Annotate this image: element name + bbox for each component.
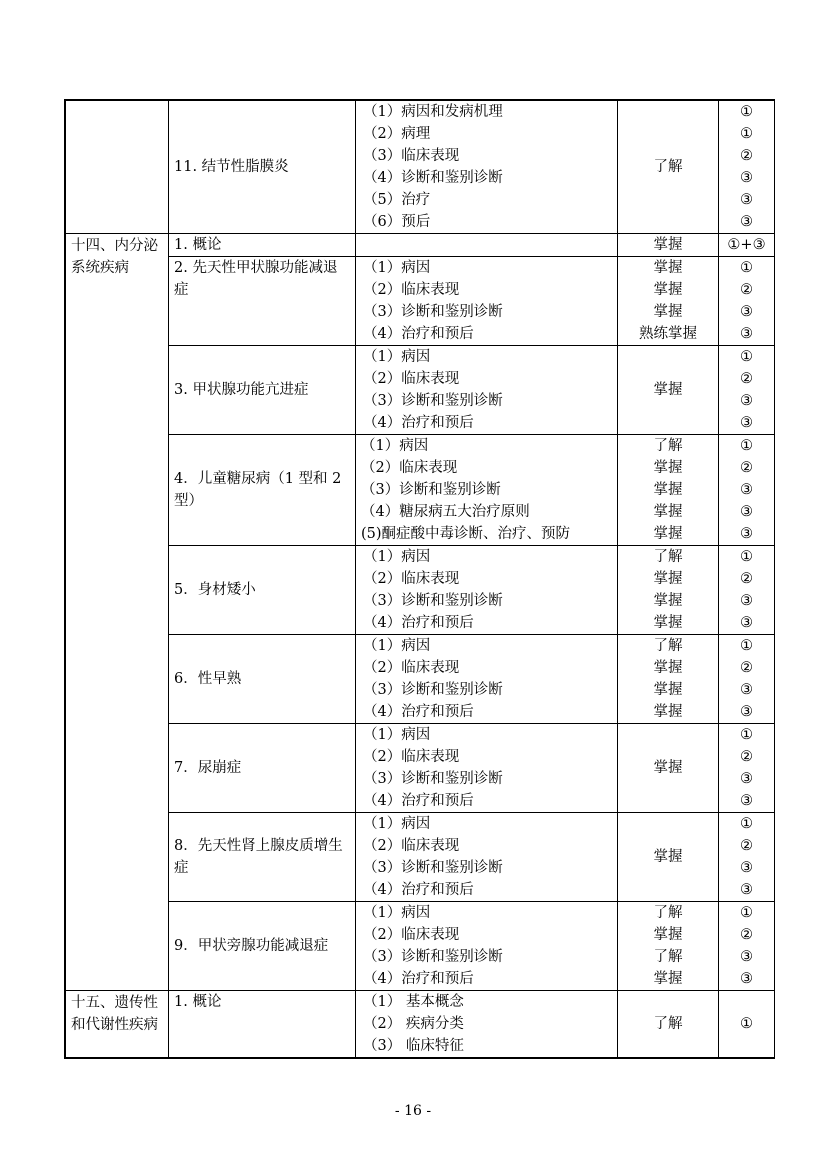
- item-cell: [169, 346, 356, 435]
- item-title: 11. 结节性脂膜炎: [174, 159, 289, 175]
- requirement-text: 掌握: [653, 704, 683, 720]
- level-mark: ①: [740, 638, 753, 654]
- content-line: （3）诊断和鉴别诊断: [363, 593, 503, 609]
- content-line: （1）病因: [363, 638, 431, 654]
- content-line: （4）治疗和预后: [363, 704, 474, 720]
- level-mark: ①: [740, 438, 753, 454]
- requirement-text: 了解: [653, 438, 683, 454]
- requirement-text: 了解: [653, 905, 683, 921]
- content-line: （4）治疗和预后: [363, 415, 474, 431]
- item-title: 5．身材矮小: [174, 582, 256, 598]
- content-cell: [356, 546, 618, 635]
- level-mark: ③: [740, 860, 753, 876]
- content-line: （1）病因: [363, 549, 431, 565]
- table-row: [65, 902, 775, 991]
- item-title: 4．儿童糖尿病（1 型和 2 型）: [174, 471, 342, 509]
- content-cell: [356, 435, 618, 546]
- level-mark: ③: [740, 971, 753, 987]
- item-title: 2. 先天性甲状腺功能减退症: [174, 260, 338, 298]
- requirement-text: 掌握: [653, 571, 683, 587]
- table-row: [65, 724, 775, 813]
- content-cell: [356, 257, 618, 346]
- requirement-text: 掌握: [653, 482, 683, 498]
- level-cell: [719, 724, 775, 813]
- level-mark: ③: [740, 170, 753, 186]
- requirement-text: 掌握: [653, 760, 683, 776]
- content-cell: [356, 813, 618, 902]
- section-title-cell: [65, 991, 169, 1059]
- content-line: （2）临床表现: [363, 371, 460, 387]
- requirement-cell: [618, 435, 719, 546]
- content-line: （6）预后: [363, 214, 431, 230]
- content-line: （3）诊断和鉴别诊断: [363, 393, 503, 409]
- level-mark: ③: [740, 326, 753, 342]
- level-cell: [719, 435, 775, 546]
- table-row: [65, 635, 775, 724]
- content-cell: [356, 346, 618, 435]
- level-mark: ③: [740, 682, 753, 698]
- content-line: （1）病因: [363, 727, 431, 743]
- level-mark: ①: [740, 1016, 753, 1032]
- content-line: (5)酮症酸中毒诊断、治疗、预防: [361, 526, 571, 542]
- requirement-text: 了解: [653, 549, 683, 565]
- requirement-cell: [618, 346, 719, 435]
- level-mark: ③: [740, 415, 753, 431]
- item-cell: [169, 546, 356, 635]
- level-cell: [719, 257, 775, 346]
- requirement-text: 掌握: [653, 382, 683, 398]
- content-cell: [356, 991, 618, 1059]
- content-line: （4）治疗和预后: [363, 971, 474, 987]
- requirement-text: 了解: [653, 159, 683, 175]
- level-mark: ③: [740, 482, 753, 498]
- content-line: （2）临床表现: [363, 838, 460, 854]
- content-line: （4）治疗和预后: [363, 615, 474, 631]
- table-row: [65, 435, 775, 546]
- requirement-text: 掌握: [653, 593, 683, 609]
- content-line: （1）病因: [361, 438, 429, 454]
- level-mark: ②: [740, 838, 753, 854]
- level-mark: ①: [740, 104, 753, 120]
- content-line: （3）诊断和鉴别诊断: [363, 304, 503, 320]
- level-mark: ③: [740, 615, 753, 631]
- requirement-cell: [618, 546, 719, 635]
- level-mark: ②: [740, 749, 753, 765]
- item-cell: [169, 100, 356, 234]
- item-title: 3. 甲状腺功能亢进症: [174, 382, 309, 398]
- requirement-text: 掌握: [653, 849, 683, 865]
- content-line: （3） 临床特征: [363, 1038, 464, 1054]
- level-mark: ③: [740, 304, 753, 320]
- content-line: （3）诊断和鉴别诊断: [363, 682, 503, 698]
- content-cell: [356, 724, 618, 813]
- level-mark: ①: [740, 349, 753, 365]
- requirement-text: 掌握: [653, 504, 683, 520]
- table-row: [65, 346, 775, 435]
- content-line: （2）病理: [363, 126, 431, 142]
- level-mark: ②: [740, 371, 753, 387]
- content-line: （1）病因: [363, 905, 431, 921]
- level-mark: ①: [740, 905, 753, 921]
- content-cell: [356, 100, 618, 234]
- level-mark: ②: [740, 148, 753, 164]
- content-line: （4）诊断和鉴别诊断: [363, 170, 503, 186]
- level-cell: [719, 991, 775, 1059]
- content-line: （4）治疗和预后: [363, 882, 474, 898]
- requirement-text: 熟练掌握: [639, 326, 697, 342]
- level-cell: [719, 813, 775, 902]
- requirement-text: 了解: [653, 638, 683, 654]
- level-mark: ③: [740, 192, 753, 208]
- level-cell: [719, 346, 775, 435]
- requirement-text: 掌握: [653, 460, 683, 476]
- level-mark: ②: [740, 660, 753, 676]
- content-line: （1） 基本概念: [363, 994, 464, 1010]
- content-line: （3）诊断和鉴别诊断: [361, 482, 501, 498]
- section-title: 十四、内分泌系统疾病: [71, 238, 158, 276]
- level-cell: [719, 546, 775, 635]
- requirement-text: 掌握: [653, 237, 683, 253]
- item-cell: [169, 234, 356, 257]
- level-mark: ②: [740, 571, 753, 587]
- content-line: （2）临床表现: [363, 749, 460, 765]
- level-mark: ①: [740, 816, 753, 832]
- content-line: （2）临床表现: [363, 282, 460, 298]
- requirement-text: 掌握: [653, 526, 683, 542]
- table-row: [65, 234, 775, 257]
- item-cell: [169, 435, 356, 546]
- item-cell: [169, 991, 356, 1059]
- requirement-text: 掌握: [653, 304, 683, 320]
- item-title: 6．性早熟: [174, 671, 242, 687]
- table-row: [65, 991, 775, 1059]
- section-title: 十五、遗传性和代谢性疾病: [71, 995, 158, 1033]
- level-mark: ③: [740, 793, 753, 809]
- requirement-text: 了解: [653, 949, 683, 965]
- level-cell: [719, 635, 775, 724]
- item-title: 1. 概论: [174, 237, 222, 253]
- requirement-cell: [618, 100, 719, 234]
- requirement-cell: [618, 902, 719, 991]
- requirement-text: 掌握: [653, 660, 683, 676]
- item-title: 7．尿崩症: [174, 760, 242, 776]
- level-mark: ③: [740, 504, 753, 520]
- table-row: [65, 546, 775, 635]
- item-title: 8．先天性肾上腺皮质增生症: [174, 838, 343, 876]
- content-cell: [356, 635, 618, 724]
- requirement-text: 掌握: [653, 682, 683, 698]
- requirement-text: 掌握: [653, 615, 683, 631]
- content-line: （4）治疗和预后: [363, 793, 474, 809]
- level-mark: ③: [740, 214, 753, 230]
- item-cell: [169, 257, 356, 346]
- level-mark: ③: [740, 526, 753, 542]
- content-line: （2） 疾病分类: [363, 1016, 464, 1032]
- level-cell: [719, 902, 775, 991]
- content-line: （3）诊断和鉴别诊断: [363, 949, 503, 965]
- item-cell: [169, 635, 356, 724]
- item-cell: [169, 724, 356, 813]
- content-line: （2）临床表现: [363, 571, 460, 587]
- table-row: [65, 813, 775, 902]
- item-title: 1. 概论: [174, 994, 222, 1010]
- requirement-cell: [618, 635, 719, 724]
- level-mark: ①: [740, 549, 753, 565]
- table-row: [65, 257, 775, 346]
- content-line: （2）临床表现: [363, 927, 460, 943]
- table-row: [65, 100, 775, 234]
- requirement-cell: [618, 257, 719, 346]
- level-mark: ③: [740, 771, 753, 787]
- level-mark: ①+③: [727, 237, 766, 253]
- page-number: - 16 -: [394, 1103, 432, 1119]
- level-mark: ②: [740, 460, 753, 476]
- level-mark: ③: [740, 704, 753, 720]
- requirement-text: 掌握: [653, 260, 683, 276]
- syllabus-table: [64, 99, 775, 1059]
- section-cell-continued: [65, 100, 169, 234]
- requirement-text: 掌握: [653, 927, 683, 943]
- item-cell: [169, 813, 356, 902]
- content-line: （2）临床表现: [361, 460, 458, 476]
- content-cell: [356, 902, 618, 991]
- requirement-text: 掌握: [653, 282, 683, 298]
- level-mark: ③: [740, 593, 753, 609]
- content-line: （4）糖尿病五大治疗原则: [361, 504, 530, 520]
- content-line: （3）临床表现: [363, 148, 460, 164]
- level-cell: [719, 234, 775, 257]
- item-title: 9．甲状旁腺功能减退症: [174, 938, 329, 954]
- level-mark: ③: [740, 949, 753, 965]
- level-mark: ②: [740, 927, 753, 943]
- content-line: （2）临床表现: [363, 660, 460, 676]
- level-mark: ③: [740, 393, 753, 409]
- content-line: （3）诊断和鉴别诊断: [363, 771, 503, 787]
- content-cell: [356, 234, 618, 257]
- content-line: （4）治疗和预后: [363, 326, 474, 342]
- requirement-cell: [618, 234, 719, 257]
- requirement-cell: [618, 813, 719, 902]
- section-title-cell: [65, 234, 169, 991]
- requirement-text: 掌握: [653, 971, 683, 987]
- level-mark: ①: [740, 727, 753, 743]
- requirement-text: 了解: [653, 1016, 683, 1032]
- content-line: （1）病因和发病机理: [363, 104, 503, 120]
- level-mark: ②: [740, 282, 753, 298]
- content-line: （1）病因: [363, 349, 431, 365]
- content-line: （1）病因: [363, 260, 431, 276]
- content-line: （3）诊断和鉴别诊断: [363, 860, 503, 876]
- item-cell: [169, 902, 356, 991]
- requirement-cell: [618, 724, 719, 813]
- level-cell: [719, 100, 775, 234]
- requirement-cell: [618, 991, 719, 1059]
- level-mark: ③: [740, 882, 753, 898]
- content-line: （5）治疗: [363, 192, 431, 208]
- content-line: （1）病因: [363, 816, 431, 832]
- level-mark: ①: [740, 260, 753, 276]
- level-mark: ①: [740, 126, 753, 142]
